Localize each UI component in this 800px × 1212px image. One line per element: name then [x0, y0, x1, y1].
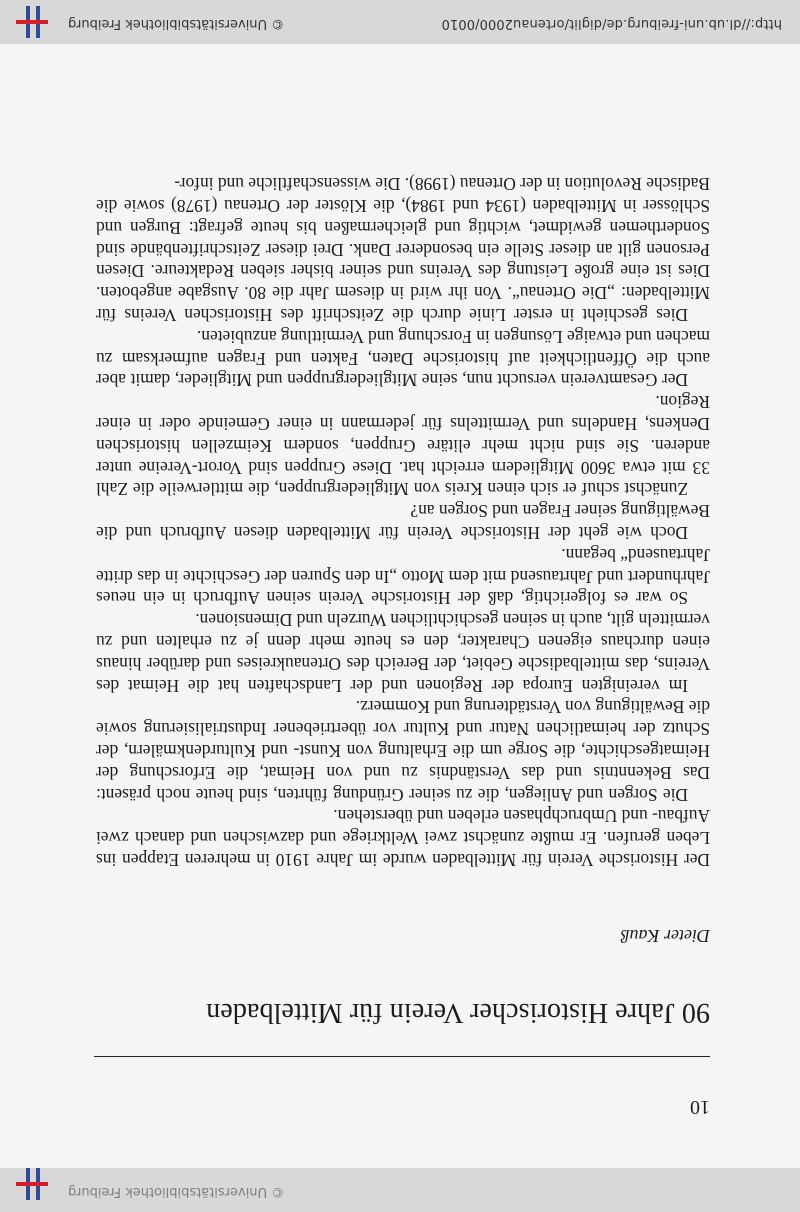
page-number: 10 [690, 1096, 710, 1118]
paragraph: Dies geschieht in erster Linie durch die Zeitschrift des Historischen Vereins für Mittelbaden: „Die Ortenau“. Von ihr wird in diesem Jahr die 80. Ausgabe angeboten. Dies ist eine große Leistung des Vereins und seiner bisher sieben Redakteure. Diesen Personen gilt an dieser Stelle ein besonderer Dank. Drei dieser Zeitschriftenbände sind Sonderthemen gewidmet, wichtig und gleichermaßen bis heute gefragt: Burgen und Schlösser in Mittelbaden (1934 und 1984), die Klöster der Ortenau (1978) sowie die Badische Revolution in der Ortenau (1998). Die wissenschaftliche und infor- [96, 174, 710, 326]
paragraph: Zunächst schuf er sich einen Kreis von Mitgliedergruppen, die mittlerweile die Zahl 33 mit etwa 3600 Mitgliedern erreicht hat. Diese Gruppen sind Vorort-Vereine unter anderen. Sie sind nicht mehr elitäre Gruppen, sondern Keimzellen historischen Denkens, Handelns und Vermittelns für jedermann in einer Gemeinde oder in einer Region. [96, 392, 710, 500]
paragraph: Im vereinigten Europa der Regionen und der Landschaften hat die Heimat des Vereins, das mittelbadische Gebiet, der Bereich des Ortenaukreises und darüber hinaus einen durchaus eigenen Charakter, den es heute mehr denn je zu erhalten und zu vermitteln gilt, auch in seinen geschichtlichen Wurzeln und Dimensionen. [96, 610, 710, 696]
paragraph: Der Historische Verein für Mittelbaden wurde im Jahre 1910 in mehreren Etappen ins Leben gerufen. Er mußte zunächst zwei Weltkriege und dazwischen und danach zwei Aufbau- und Umbruchphasen erleben und überstehen. [96, 806, 710, 870]
library-logo-icon [16, 6, 48, 38]
header-rule [94, 1056, 710, 1057]
viewer-footer-faint [0, 1168, 800, 1212]
viewer-footer [0, 0, 800, 44]
paragraph: Doch wie geht der Historische Verein für Mittelbaden diesen Aufbruch und die Bewältigung seiner Fragen und Sorgen an? [96, 501, 710, 544]
article-body [96, 173, 710, 871]
paragraph: Die Sorgen und Anliegen, die zu seiner Gründung führten, sind heute noch präsent: Das Bekenntnis und das Verständnis zu und von Heimat, die Erforschung der Heimatgeschichte, die Sorge um die Erhaltung von Kunst- und Kulturdenkmälern, der Schutz der heimatlichen Natur und Kultur vor übertriebener Industrialisierung sowie die Bewältigung von Verstädterung und Kommerz. [96, 697, 710, 805]
article-title: 90 Jahre Historischer Verein für Mittelbaden [206, 997, 710, 1028]
source-url[interactable]: http://dl.ub.uni-freiburg.de/diglit/ortenau2000/0010 [441, 16, 782, 31]
paragraph: Der Gesamtverein versucht nun, seine Mitgliedergruppen und Mitglieder, damit aber auch die Öffentlichkeit auf historische Daten, Fakten und Fragen aufmerksam zu machen und etwaige Lösungen in Forschung und Vermittlung anzubieten. [96, 326, 710, 391]
scanned-page [0, 44, 800, 1168]
library-credit-faint: © Universitätsbibliothek Freiburg [68, 1184, 285, 1199]
library-logo-icon [16, 1168, 48, 1200]
library-credit: © Universitätsbibliothek Freiburg [68, 16, 285, 31]
article-author: Dieter Kauß [620, 926, 710, 946]
paragraph: So war es folgerichtig, daß der Historische Verein seinen Aufbruch in ein neues Jahrhundert und Jahrtausend mit dem Motto „In den Spuren der Geschichte in das dritte Jahrtausend“ begann. [96, 544, 710, 609]
